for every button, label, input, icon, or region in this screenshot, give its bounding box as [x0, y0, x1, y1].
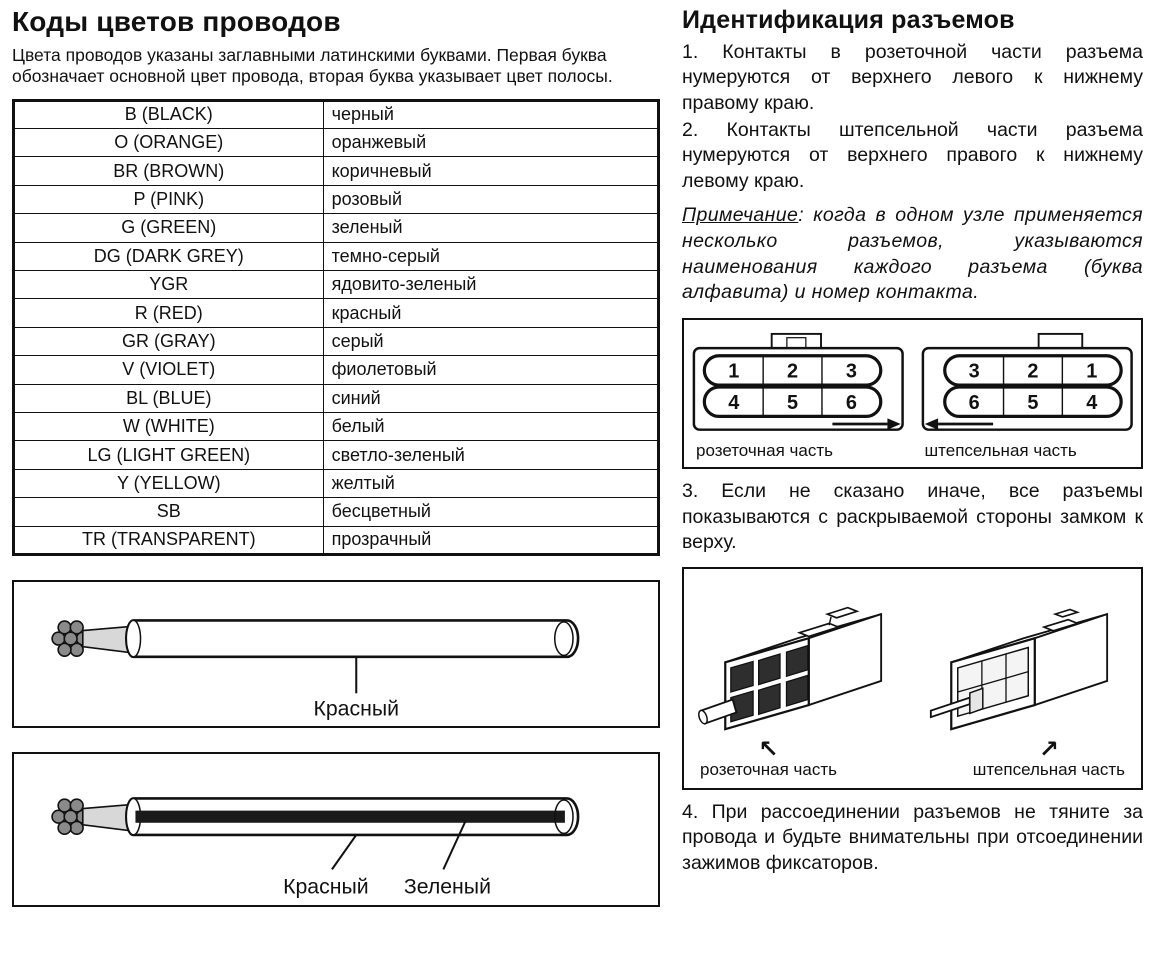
disconnection-rule: 4. При рассоединении разъемов не тяните за провода и будьте внимательны при отсоединении зажимов фиксаторов.: [682, 801, 1143, 874]
wire-code-cell: BL (BLUE): [14, 384, 324, 412]
pin-number: 3: [845, 360, 857, 383]
wire-code-cell: SB: [14, 498, 324, 526]
wire-code-cell: P (PINK): [14, 185, 324, 213]
socket-lock-tab: [827, 608, 857, 618]
wire-color-cell: бесцветный: [323, 498, 658, 526]
wire-color-cell: серый: [323, 327, 658, 355]
pin-number: 5: [1026, 391, 1038, 414]
wire-color-cell: ядовито-зеленый: [323, 271, 658, 299]
wire-code-cell: G (GREEN): [14, 214, 324, 242]
table-row: [14, 441, 659, 469]
table-row: [14, 469, 659, 497]
striped-wire-figure: [12, 752, 660, 908]
wire-insulation: [126, 620, 578, 656]
socket-3d-caption: [700, 735, 837, 780]
wire-color-cell: коричневый: [323, 157, 658, 185]
table-row: [14, 271, 659, 299]
pin-number: 5: [787, 391, 799, 414]
pin-number: 4: [728, 391, 740, 414]
wire-color-cell: желтый: [323, 469, 658, 497]
plug-3d-drawing: [916, 577, 1134, 739]
wire-color-table-body: [14, 100, 659, 554]
wire-color-cell: красный: [323, 299, 658, 327]
note-label: Примечание: [682, 204, 799, 227]
intro-text: Цвета проводов указаны заглавными латинскими буквами. Первая буква обозначает основной цвет провода, вторая буква указывает цвет полосы.: [12, 45, 613, 87]
wire-code-cell: YGR: [14, 271, 324, 299]
wire-color-cell: белый: [323, 412, 658, 440]
pin-number: 1: [728, 360, 740, 383]
table-row: [14, 100, 659, 128]
wire-color-table: [12, 99, 660, 556]
wire-color-cell: прозрачный: [323, 526, 658, 554]
socket-pin-drawing: [692, 332, 905, 436]
table-row: [14, 299, 659, 327]
socket-pin-label: розеточная часть: [696, 441, 833, 461]
wire-color-cell: синий: [323, 384, 658, 412]
plug-3d-label: штепсельная часть: [972, 760, 1125, 780]
wire-code-cell: B (BLACK): [14, 100, 324, 128]
plug-pin-drawing: [921, 332, 1134, 436]
table-row: [14, 498, 659, 526]
table-row: [14, 214, 659, 242]
plain-wire-drawing: [22, 590, 650, 726]
plug-pin-figure: [921, 332, 1134, 461]
wire-code-cell: W (WHITE): [14, 412, 324, 440]
socket-3d-drawing: [690, 577, 908, 739]
right-section-title: Идентификация разъемов: [682, 6, 1015, 34]
numbering-rule-1: 1. Контакты в розеточной части разъема нумеруются от верхнего левого к нижнему правому краю.: [682, 41, 1143, 114]
table-row: [14, 157, 659, 185]
orientation-rule: 3. Если не сказано иначе, все разъемы показываются с раскрываемой стороны замком к верху.: [682, 480, 1143, 554]
socket-3d-label: розеточная часть: [700, 760, 837, 780]
note-text: : когда в одном узле применяется несколько разъемов, указываются наименования каждого разъема (буква алфавита) и номер контакта.: [682, 204, 1143, 304]
socket-pin-figure: [692, 332, 905, 461]
plain-wire-figure: [12, 580, 660, 728]
pin-number: 2: [787, 360, 799, 383]
table-row: [14, 327, 659, 355]
pin-number: 2: [1026, 360, 1038, 383]
wire-code-cell: O (ORANGE): [14, 129, 324, 157]
pin-number: 3: [968, 360, 980, 383]
connector-3d-row: [690, 577, 1135, 739]
wire-color-cell: зеленый: [323, 214, 658, 242]
wire-code-cell: V (VIOLET): [14, 356, 324, 384]
striped-wire-stripe-label: Зеленый: [403, 874, 491, 899]
wire-code-cell: GR (GRAY): [14, 327, 324, 355]
table-row: [14, 384, 659, 412]
plain-wire-label: Красный: [313, 696, 400, 721]
note-paragraph: [682, 203, 1143, 306]
wire-bare-stub: [83, 804, 132, 830]
striped-wire-drawing: [22, 762, 650, 906]
wire-color-cell: оранжевый: [323, 129, 658, 157]
plug-lock-tab: [1038, 334, 1082, 349]
arrow-up-left-icon: ↖: [758, 735, 779, 763]
table-row: [14, 242, 659, 270]
numbering-rule-2: 2. Контакты штепсельной части разъема нумеруются от верхнего правого к нижнему левому краю.: [682, 119, 1143, 192]
left-section-title: Коды цветов проводов: [12, 6, 341, 37]
wire-color-cell: черный: [323, 100, 658, 128]
connector-3d-captions: [690, 735, 1135, 784]
pin-number: 6: [845, 391, 857, 414]
wire-code-cell: Y (YELLOW): [14, 469, 324, 497]
wire-code-cell: LG (LIGHT GREEN): [14, 441, 324, 469]
table-row: [14, 412, 659, 440]
wire-code-cell: BR (BROWN): [14, 157, 324, 185]
connector-identification-section: [682, 6, 1143, 876]
wire-code-cell: TR (TRANSPARENT): [14, 526, 324, 554]
plug-3d-caption: [972, 735, 1125, 780]
plug-pin-label: штепсельная часть: [924, 441, 1077, 461]
striped-wire-base-label: Красный: [283, 874, 369, 899]
wire-color-cell: темно-серый: [323, 242, 658, 270]
table-row: [14, 129, 659, 157]
pin-number: 6: [968, 391, 980, 414]
wire-cut-edge: [126, 620, 140, 656]
blade-terminal-base: [970, 689, 983, 714]
table-row: [14, 526, 659, 554]
wire-code-cell: R (RED): [14, 299, 324, 327]
table-row: [14, 185, 659, 213]
pin-number: 1: [1085, 360, 1097, 383]
leader-line-base: [332, 835, 356, 869]
arrow-up-right-icon: ↗: [1038, 735, 1059, 763]
plug-lock-tab: [1055, 610, 1077, 617]
pin-numbering-figure: [682, 318, 1143, 469]
wire-bare-stub: [83, 626, 132, 652]
wire-color-cell: фиолетовый: [323, 356, 658, 384]
wire-color-cell: светло-зеленый: [323, 441, 658, 469]
table-row: [14, 356, 659, 384]
pin-number: 4: [1085, 391, 1097, 414]
wire-color-codes-section: [12, 6, 660, 907]
wire-code-cell: DG (DARK GREY): [14, 242, 324, 270]
wire-stripe: [135, 810, 564, 822]
wire-color-cell: розовый: [323, 185, 658, 213]
connector-3d-figure: [682, 567, 1143, 790]
